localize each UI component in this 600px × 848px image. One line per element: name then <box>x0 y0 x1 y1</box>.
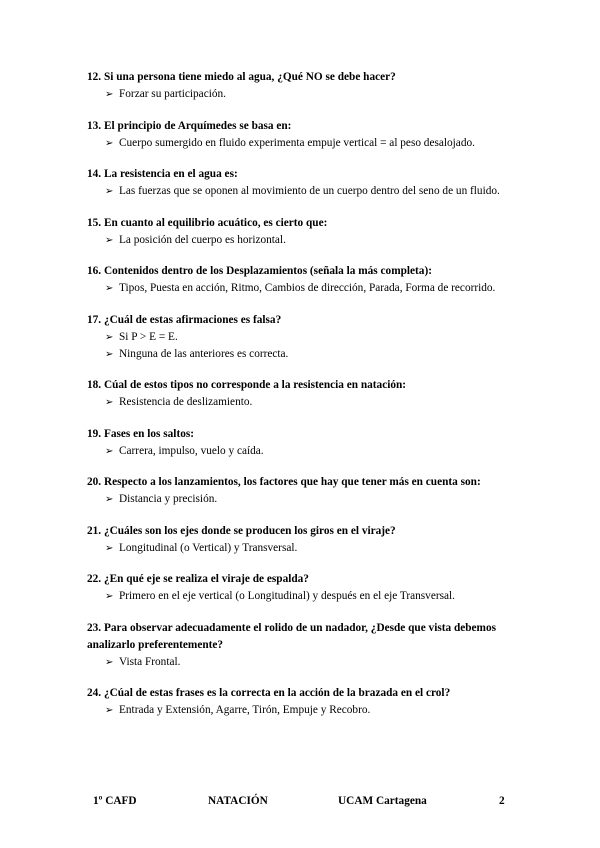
question-number: 20. <box>87 476 102 488</box>
question-heading <box>87 118 527 135</box>
question-item <box>87 312 527 363</box>
answer-item <box>87 329 527 346</box>
question-heading <box>87 312 527 329</box>
answer-text: Vista Frontal. <box>119 655 181 668</box>
question-item <box>87 118 527 152</box>
question-number: 24. <box>87 687 102 699</box>
question-title: Para observar adecuadamente el rolido de un nadador, ¿Desde que vista debemos analizarlo preferentemente? <box>87 621 497 651</box>
question-heading <box>87 620 527 654</box>
question-number: 19. <box>87 427 102 440</box>
answer-text: Cuerpo sumergido en fluido experimenta empuje vertical = al peso desalojado. <box>119 136 475 149</box>
question-item <box>87 426 527 460</box>
question-number: 23. <box>87 621 102 634</box>
arrow-bullet-icon: ➢ <box>105 656 114 668</box>
question-number: 22. <box>87 573 102 585</box>
answer-item <box>87 491 527 508</box>
answer-item <box>87 540 527 557</box>
arrow-bullet-icon: ➢ <box>105 331 114 343</box>
question-title: ¿Cúal de estas frases es la correcta en la acción de la brazada en el crol? <box>103 687 451 699</box>
question-number: 15. <box>87 216 102 229</box>
answer-text: Resistencia de deslizamiento. <box>119 396 253 408</box>
question-item <box>87 263 527 297</box>
answer-item <box>87 232 527 249</box>
footer-subject: NATACIÓN <box>208 795 268 807</box>
question-item <box>87 620 527 671</box>
question-title: Respecto a los lanzamientos, los factores que hay que tener más en cuenta son: <box>103 476 481 488</box>
question-item <box>87 166 527 200</box>
arrow-bullet-icon: ➢ <box>105 542 114 554</box>
arrow-bullet-icon: ➢ <box>105 397 114 408</box>
answer-text: Carrera, impulso, vuelo y caída. <box>119 444 264 457</box>
arrow-bullet-icon: ➢ <box>105 705 114 716</box>
arrow-bullet-icon: ➢ <box>105 234 114 246</box>
arrow-bullet-icon: ➢ <box>105 283 114 294</box>
question-title: Si una persona tiene miedo al agua, ¿Qué NO se debe hacer? <box>103 71 396 83</box>
answer-item <box>87 443 527 460</box>
question-number: 17. <box>87 313 102 326</box>
question-number: 21. <box>87 524 102 537</box>
question-heading <box>87 426 527 443</box>
answer-text: Tipos, Puesta en acción, Ritmo, Cambios de dirección, Parada, Forma de recorrido. <box>119 282 496 294</box>
question-number: 18. <box>87 379 102 391</box>
answer-item <box>87 135 527 152</box>
question-number: 12. <box>87 71 102 83</box>
answer-text: Las fuerzas que se oponen al movimiento de un cuerpo dentro del seno de un fluido. <box>119 185 500 197</box>
arrow-bullet-icon: ➢ <box>105 137 114 149</box>
question-heading <box>87 523 527 540</box>
question-item <box>87 523 527 557</box>
answer-text: Entrada y Extensión, Agarre, Tirón, Empuje y Recobro. <box>119 704 371 716</box>
question-title: La resistencia en el agua es: <box>103 168 238 180</box>
arrow-bullet-icon: ➢ <box>105 186 114 197</box>
arrow-bullet-icon: ➢ <box>105 348 114 360</box>
questions-list <box>87 69 527 734</box>
answer-text: Longitudinal (o Vertical) y Transversal. <box>119 541 298 554</box>
question-heading <box>87 571 527 588</box>
answer-text: La posición del cuerpo es horizontal. <box>119 233 286 246</box>
question-title: ¿En qué eje se realiza el viraje de espalda? <box>103 573 309 585</box>
question-item <box>87 215 527 249</box>
question-item <box>87 571 527 605</box>
footer-course: 1º CAFD <box>93 795 137 807</box>
arrow-bullet-icon: ➢ <box>105 445 114 457</box>
answer-item <box>87 346 527 363</box>
arrow-bullet-icon: ➢ <box>105 494 114 505</box>
question-heading <box>87 377 527 394</box>
question-title: Cúal de estos tipos no corresponde a la resistencia en natación: <box>103 379 407 391</box>
answer-item <box>87 280 527 297</box>
question-heading <box>87 166 527 183</box>
answer-text: Ninguna de las anteriores es correcta. <box>119 347 289 360</box>
question-title: ¿Cuál de estas afirmaciones es falsa? <box>103 313 282 326</box>
question-title: En cuanto al equilibrio acuático, es cierto que: <box>103 216 328 229</box>
answer-item <box>87 86 527 103</box>
question-title: Contenidos dentro de los Desplazamientos (señala la más completa): <box>103 265 432 277</box>
footer-page-number: 2 <box>499 795 505 807</box>
page-footer <box>0 795 600 811</box>
answer-text: Forzar su participación. <box>119 88 226 100</box>
answer-text: Primero en el eje vertical (o Longitudinal) y después en el eje Transversal. <box>119 590 455 602</box>
question-item <box>87 377 527 411</box>
question-number: 16. <box>87 265 102 277</box>
arrow-bullet-icon: ➢ <box>105 591 114 602</box>
question-heading <box>87 215 527 232</box>
footer-institution: UCAM Cartagena <box>338 795 427 807</box>
answer-item <box>87 394 527 411</box>
question-heading <box>87 263 527 280</box>
question-title: Fases en los saltos: <box>103 427 195 440</box>
arrow-bullet-icon: ➢ <box>105 89 114 100</box>
question-title: ¿Cuáles son los ejes donde se producen los giros en el viraje? <box>103 524 396 537</box>
question-number: 14. <box>87 168 102 180</box>
answer-item <box>87 702 527 719</box>
answer-item <box>87 654 527 671</box>
question-number: 13. <box>87 119 102 132</box>
answer-item <box>87 183 527 200</box>
answer-item <box>87 588 527 605</box>
question-item <box>87 685 527 719</box>
answer-text: Distancia y precisión. <box>119 493 218 505</box>
question-heading <box>87 69 527 86</box>
question-heading <box>87 685 527 702</box>
question-heading <box>87 474 527 491</box>
answer-text: Si P > E = E. <box>119 330 178 343</box>
question-item <box>87 474 527 508</box>
question-title: El principio de Arquímedes se basa en: <box>103 119 292 132</box>
question-item <box>87 69 527 103</box>
